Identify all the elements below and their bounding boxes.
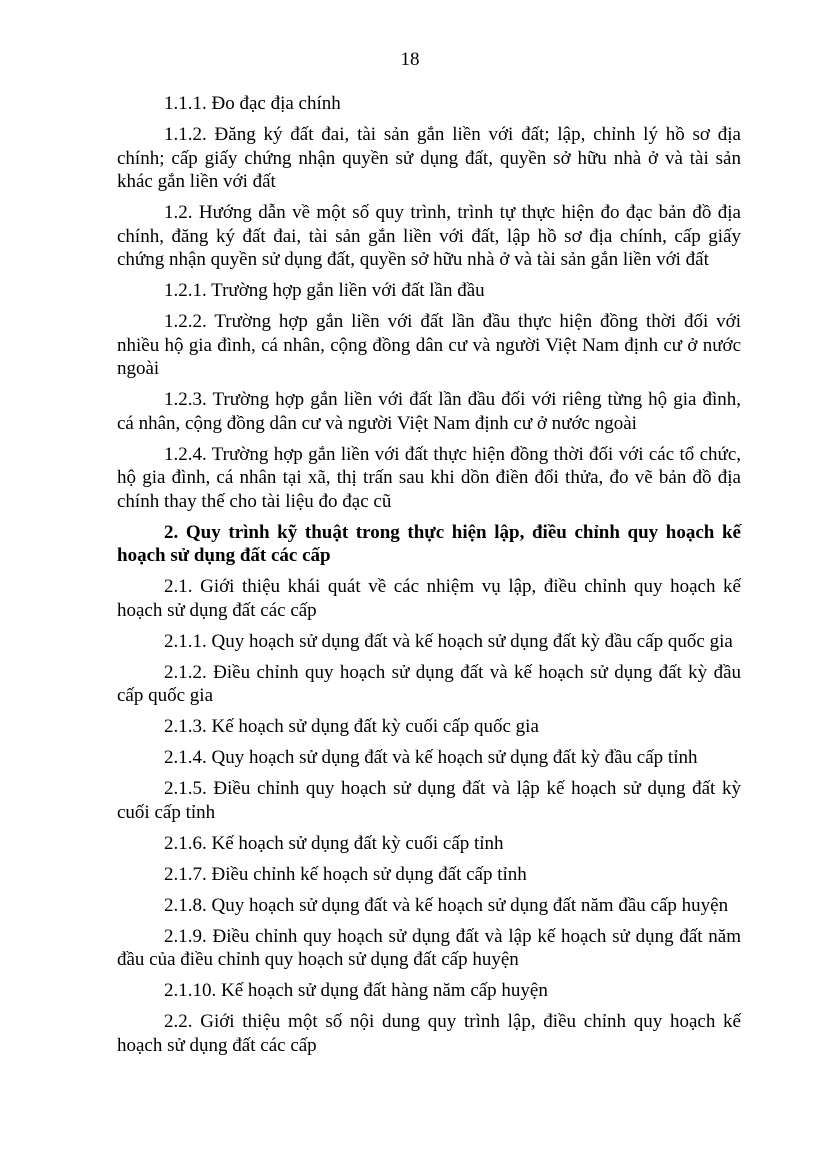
paragraph-2-1-7: 2.1.7. Điều chỉnh kế hoạch sử dụng đất cấp tỉnh <box>164 863 527 885</box>
paragraph-2-1-3: 2.1.3. Kế hoạch sử dụng đất kỳ cuối cấp quốc gia <box>164 716 539 737</box>
document-body <box>117 92 741 1065</box>
paragraph-2-1-2: 2.1.2. Điều chỉnh quy hoạch sử dụng đất và kế hoạch sử dụng đất kỳ đầu cấp quốc gia <box>117 661 741 706</box>
paragraph-1-2-2: 1.2.2. Trường hợp gắn liền với đất lần đầu thực hiện đồng thời đối với nhiều hộ gia đình, cá nhân, cộng đồng dân cư và người Việt Nam định cư ở nước ngoài <box>117 311 741 379</box>
paragraph-2-1-6: 2.1.6. Kế hoạch sử dụng đất kỳ cuối cấp tỉnh <box>164 832 504 854</box>
paragraph-2-1-4: 2.1.4. Quy hoạch sử dụng đất và kế hoạch sử dụng đất kỳ đầu cấp tỉnh <box>164 747 698 768</box>
paragraph-2-1-10: 2.1.10. Kế hoạch sử dụng đất hàng năm cấp huyện <box>164 980 548 1001</box>
paragraph-1-2-1: 1.2.1. Trường hợp gắn liền với đất lần đầu <box>164 280 485 301</box>
paragraph-2-2: 2.2. Giới thiệu một số nội dung quy trình lập, điều chỉnh quy hoạch kế hoạch sử dụng đất các cấp <box>117 1011 741 1056</box>
paragraph-2-1-8: 2.1.8. Quy hoạch sử dụng đất và kế hoạch sử dụng đất năm đầu cấp huyện <box>164 894 729 916</box>
paragraph-2-1: 2.1. Giới thiệu khái quát về các nhiệm vụ lập, điều chỉnh quy hoạch kế hoạch sử dụng đất các cấp <box>117 576 741 621</box>
paragraph-2-1-1: 2.1.1. Quy hoạch sử dụng đất và kế hoạch sử dụng đất kỳ đầu cấp quốc gia <box>164 630 733 652</box>
paragraph-1-2: 1.2. Hướng dẫn về một số quy trình, trình tự thực hiện đo đạc bản đồ địa chính, đăng ký đất đai, tài sản gắn liền với đất, lập hồ sơ địa chính, cấp giấy chứng nhận quyền sử dụng đất, quyền sở hữu nhà ở và tài sản gắn liền với đất <box>117 202 741 270</box>
paragraph-1-2-4: 1.2.4. Trường hợp gắn liền với đất thực hiện đồng thời đối với các tổ chức, hộ gia đình, cá nhân tại xã, thị trấn sau khi dồn điền đổi thửa, đo vẽ bản đồ địa chính thay thế cho tài liệu đo đạc cũ <box>117 443 741 512</box>
paragraph-1-2-3: 1.2.3. Trường hợp gắn liền với đất lần đầu đối với riêng từng hộ gia đình, cá nhân, cộng đồng dân cư và người Việt Nam định cư ở nước ngoài <box>117 389 741 434</box>
paragraph-1-1-2: 1.1.2. Đăng ký đất đai, tài sản gắn liền với đất; lập, chỉnh lý hồ sơ địa chính; cấp giấy chứng nhận quyền sử dụng đất, quyền sở hữu nhà ở và tài sản khác gắn liền với đất <box>117 124 741 192</box>
page-number: 18 <box>400 49 420 70</box>
section-heading-2: 2. Quy trình kỹ thuật trong thực hiện lập, điều chỉnh quy hoạch kế hoạch sử dụng đất các cấp <box>117 521 741 566</box>
paragraph-1-1-1: 1.1.1. Đo đạc địa chính <box>164 93 341 114</box>
paragraph-2-1-5: 2.1.5. Điều chỉnh quy hoạch sử dụng đất và lập kế hoạch sử dụng đất kỳ cuối cấp tỉnh <box>117 778 741 823</box>
paragraph-2-1-9: 2.1.9. Điều chỉnh quy hoạch sử dụng đất và lập kế hoạch sử dụng đất năm đầu của điều chỉnh quy hoạch sử dụng đất cấp huyện <box>117 925 741 970</box>
